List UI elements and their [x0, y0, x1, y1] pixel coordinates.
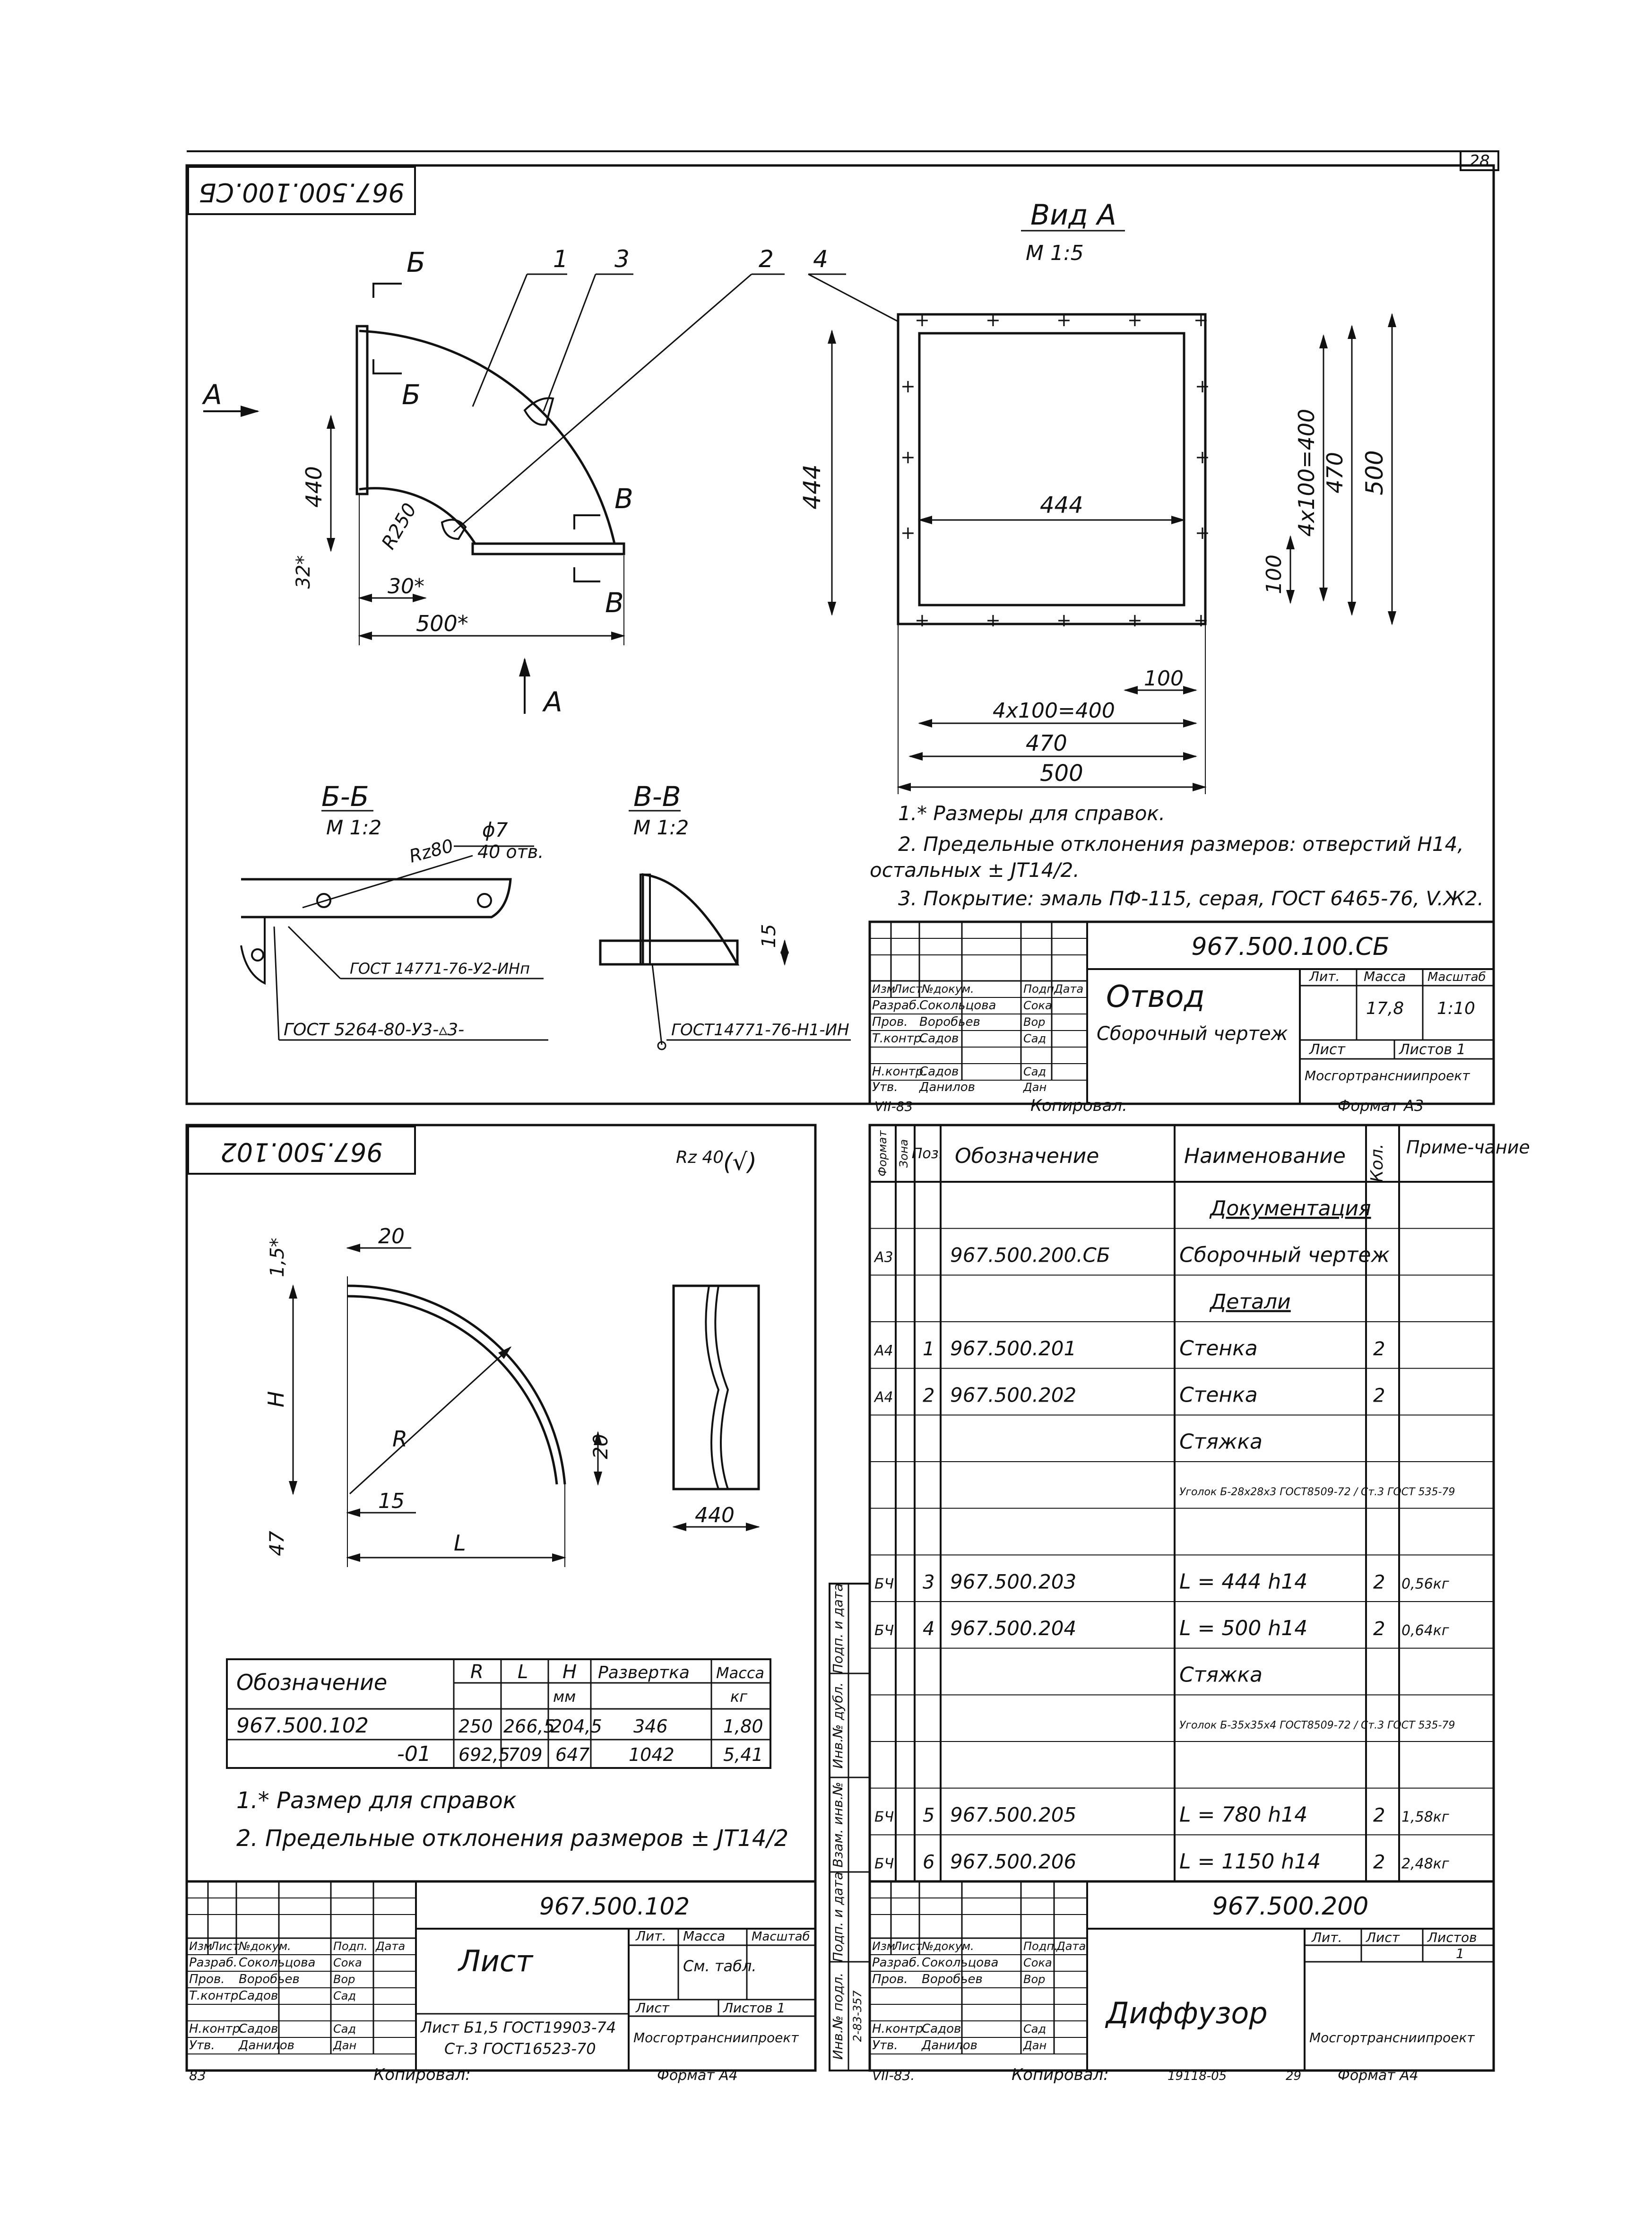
tb1-mass: 17,8 [1366, 999, 1404, 1018]
section-v-label-bottom: В [605, 587, 624, 619]
svg-text:Листов 1: Листов 1 [723, 2000, 786, 2016]
svg-text:Т.контр.: Т.контр. [872, 1031, 925, 1046]
svg-text:Данилов: Данилов [239, 2038, 294, 2053]
svg-text:№докум.: №докум. [922, 1940, 974, 1953]
spec-cell-pos: 4 [923, 1618, 935, 1640]
page-number: 28 [1469, 152, 1490, 171]
svg-text:L: L [454, 1530, 466, 1556]
tb2-name: Лист [458, 1944, 533, 1978]
dim-4x100-horiz: 4x100=400 [993, 699, 1115, 723]
spec-cell-pos: 6 [923, 1851, 935, 1873]
sheet-1-title-block [870, 922, 1494, 1115]
table-row: -01 [397, 1742, 431, 1766]
svg-text:5,41: 5,41 [723, 1744, 763, 1765]
svg-text:Дата: Дата [1054, 982, 1084, 996]
view-a-title: Вид А [1030, 199, 1116, 232]
svg-text:Взам. инв.№: Взам. инв.№ [830, 1782, 846, 1868]
elbow-main-view [201, 245, 898, 718]
spec-cell-des: 967.500.205 [950, 1803, 1077, 1827]
section-bb-holes: 40 отв. [477, 841, 544, 862]
tb1-subname: Сборочный чертеж [1097, 1023, 1288, 1045]
callout-1: 1 [553, 245, 568, 273]
svg-text:29: 29 [1286, 2069, 1302, 2083]
dim-444-vert: 444 [798, 464, 826, 510]
sheet-3-title-block [870, 1881, 1494, 2084]
elbow-weld-patch-2 [442, 520, 466, 539]
svg-text:Изм: Изм [872, 1940, 895, 1953]
sheet-2-note-2: 2. Предельные отклонения размеров ± JT14/2 [236, 1825, 789, 1852]
svg-text:Сад: Сад [1023, 1065, 1047, 1078]
svg-text:№докум.: №докум. [922, 982, 974, 996]
svg-text:Ст.3 ГОСТ16523-70: Ст.3 ГОСТ16523-70 [444, 2040, 596, 2058]
view-a-scale: М 1:5 [1026, 241, 1084, 265]
svg-text:250: 250 [458, 1716, 493, 1737]
table-row: 967.500.102 [236, 1714, 369, 1738]
svg-text:L: L [518, 1661, 528, 1683]
tb1-doc-code: 967.500.100.СБ [1191, 933, 1390, 961]
spec-cell-des: 967.500.201 [950, 1337, 1077, 1360]
spec-cell-name: Уголок Б-28x28x3 ГОСТ8509-72 / Ст.3 ГОСТ 535-79 [1179, 1486, 1455, 1499]
svg-text:Разраб.: Разраб. [189, 1956, 238, 1970]
spec-cell-fmt: БЧ [874, 1809, 894, 1826]
elbow-flange-bottom [473, 544, 624, 554]
svg-text:+: + [1195, 376, 1210, 397]
svg-text:Развертка: Развертка [598, 1663, 690, 1682]
sheet-arc-outer [347, 1286, 565, 1484]
spec-cell-note: 2,48кг [1401, 1855, 1449, 1872]
svg-text:+: + [1194, 610, 1209, 631]
svg-text:+: + [1194, 310, 1209, 330]
svg-text:692,5: 692,5 [458, 1744, 510, 1765]
section-b-mark-bottom [373, 359, 402, 373]
dim-500-vert: 500 [1361, 450, 1388, 495]
tb2-org: Мосгортрансниипроект [633, 2030, 799, 2045]
svg-text:Приме-чание: Приме-чание [1406, 1137, 1530, 1158]
flange-inner [919, 333, 1184, 605]
svg-text:20: 20 [589, 1434, 612, 1459]
sheet-2-note-1: 1.* Размер для справок [236, 1787, 517, 1814]
svg-text:Вор: Вор [1023, 1015, 1046, 1029]
svg-text:Лист: Лист [1366, 1930, 1400, 1945]
svg-text:+: + [1195, 447, 1210, 468]
section-bb-hole: ϕ7 [482, 818, 508, 841]
spec-cell-pos: 3 [923, 1571, 935, 1594]
callout-2: 2 [759, 245, 774, 273]
tb1-org: Мосгортрансниипроект [1305, 1068, 1470, 1083]
section-b-label-top: Б [407, 246, 425, 278]
section-vv [600, 780, 851, 1049]
dim-470-horiz: 470 [1026, 730, 1067, 756]
dim-100-horiz: 100 [1144, 667, 1184, 691]
spec-cell-name: Стенка [1179, 1336, 1258, 1361]
svg-text:H: H [562, 1661, 577, 1683]
svg-text:+: + [1056, 310, 1072, 330]
spec-cell-des: 967.500.204 [950, 1617, 1077, 1640]
spec-cell-qty: 2 [1373, 1804, 1385, 1827]
svg-text:Лист: Лист [1309, 1041, 1346, 1058]
dim-4x100-vert: 4x100=400 [1294, 408, 1319, 537]
spec-cell-fmt: БЧ [874, 1855, 894, 1872]
svg-text:Воробьев: Воробьев [919, 1015, 980, 1029]
svg-text:Зона: Зона [897, 1139, 910, 1168]
section-bb-scale: М 1:2 [326, 816, 382, 839]
tb1-scale: 1:10 [1437, 999, 1475, 1018]
arrow-a-left-label: А [203, 379, 222, 411]
spec-cell-note: 1,58кг [1401, 1809, 1449, 1826]
spec-cell-des: 967.500.206 [950, 1850, 1077, 1873]
svg-text:(√): (√) [723, 1148, 757, 1176]
svg-text:Утв.: Утв. [872, 1080, 898, 1094]
svg-text:Лист Б1,5 ГОСТ19903-74: Лист Б1,5 ГОСТ19903-74 [421, 2019, 616, 2036]
dim-30: 30* [388, 574, 424, 598]
sheet-1 [187, 165, 1494, 1115]
tb3-org: Мосгортрансниипроект [1309, 2030, 1475, 2045]
svg-text:Сад: Сад [333, 2022, 356, 2036]
sheet-3 [830, 1125, 1530, 2084]
elbow-flange-top [357, 326, 367, 494]
note-3: 3. Покрытие: эмаль ПФ-115, серая, ГОСТ 6465-76, V.Ж2. [898, 887, 1484, 910]
svg-text:Масштаб: Масштаб [1427, 970, 1486, 984]
svg-text:Формат А4: Формат А4 [657, 2067, 738, 2084]
section-vv-flange [600, 941, 737, 964]
svg-text:Лит.: Лит. [1312, 1930, 1342, 1945]
svg-text:2-83-357: 2-83-357 [851, 1990, 864, 2042]
spec-cell-des: 967.500.202 [950, 1383, 1077, 1407]
svg-text:кг: кг [730, 1688, 748, 1706]
svg-text:Лит.: Лит. [636, 1928, 666, 1944]
svg-text:Разраб.: Разраб. [872, 1956, 921, 1970]
svg-text:Масштаб: Масштаб [752, 1930, 810, 1944]
svg-text:83: 83 [189, 2068, 206, 2083]
sheet-arc-inner [347, 1296, 557, 1484]
svg-text:Сока: Сока [1023, 1956, 1052, 1969]
svg-text:Формат А4: Формат А4 [1338, 2067, 1418, 2084]
callout-4: 4 [813, 245, 828, 273]
dim-500-horiz: 500 [1040, 760, 1083, 787]
svg-text:266,5: 266,5 [503, 1716, 555, 1737]
svg-text:Вор: Вор [333, 1973, 355, 1986]
svg-text:Масса: Масса [1364, 969, 1406, 984]
elbow-weld-patch [525, 398, 553, 425]
svg-text:Подп. и дата: Подп. и дата [830, 1583, 846, 1674]
svg-text:Масса: Масса [683, 1928, 726, 1944]
svg-text:Формат А3: Формат А3 [1338, 1097, 1424, 1115]
svg-text:Пров.: Пров. [872, 1015, 908, 1029]
svg-text:VII-83: VII-83 [874, 1099, 913, 1114]
svg-text:R: R [470, 1661, 484, 1683]
section-bb-weld1: ГОСТ 14771-76-У2-ИНп [350, 960, 530, 978]
dim-32: 32* [293, 555, 314, 589]
svg-text:Данилов: Данилов [919, 1080, 975, 1094]
svg-text:Подп.: Подп. [333, 1940, 368, 1953]
tb3-doc-code: 967.500.200 [1212, 1892, 1369, 1921]
dim-440: 440 [301, 466, 327, 508]
svg-text:Воробьев: Воробьев [239, 1972, 300, 1986]
section-bb-title: Б-Б [321, 780, 369, 813]
svg-text:Сокольцова: Сокольцова [922, 1956, 999, 1970]
spec-cell-fmt: А3 [874, 1249, 893, 1266]
svg-text:Подп.: Подп. [1023, 1940, 1058, 1953]
svg-text:Лист: Лист [210, 1940, 239, 1953]
svg-text:Дан: Дан [1023, 2039, 1047, 2052]
svg-text:Сад: Сад [1023, 2022, 1047, 2036]
svg-text:+: + [986, 610, 1001, 631]
spec-cell-note: 0,56кг [1401, 1576, 1449, 1593]
arrow-a-bottom-label: А [544, 686, 562, 718]
svg-text:Н.контр.: Н.контр. [872, 1065, 927, 1079]
sheet-1-notes [870, 802, 1484, 910]
spec-cell-qty: 2 [1373, 1618, 1385, 1640]
tb1-name: Отвод [1106, 979, 1205, 1014]
svg-text:Листов 1: Листов 1 [1399, 1041, 1466, 1058]
spec-cell-name: L = 444 h14 [1179, 1569, 1308, 1594]
svg-text:Пров.: Пров. [872, 1972, 908, 1986]
svg-text:Копировал:: Копировал: [1012, 2065, 1109, 2084]
svg-text:Листов: Листов [1427, 1930, 1477, 1945]
svg-text:Формат: Формат [876, 1130, 889, 1177]
svg-text:709: 709 [508, 1744, 543, 1765]
svg-text:H: H [263, 1391, 289, 1408]
dim-100-vert: 100 [1262, 554, 1286, 594]
svg-text:Поз.: Поз. [911, 1145, 943, 1162]
svg-text:№докум.: №докум. [239, 1940, 291, 1953]
svg-text:Дан: Дан [333, 2039, 357, 2052]
tb2-doc-code: 967.500.102 [539, 1893, 690, 1920]
dim-444-horiz: 444 [1040, 492, 1083, 519]
flange-outer [898, 314, 1205, 624]
svg-text:Сад: Сад [1023, 1032, 1047, 1045]
spec-cell-qty: 2 [1373, 1385, 1385, 1407]
svg-text:Садов: Садов [239, 2022, 278, 2036]
spec-cell-pos: 1 [923, 1338, 935, 1360]
spec-cell-name: Стяжка [1179, 1430, 1263, 1454]
svg-text:Садов: Садов [239, 1989, 278, 2003]
svg-text:Лист: Лист [893, 1940, 922, 1953]
svg-text:Данилов: Данилов [922, 2038, 977, 2053]
svg-text:+: + [986, 310, 1001, 330]
section-b-label-bottom: Б [402, 379, 421, 411]
section-v-mark-bottom [574, 567, 600, 581]
svg-text:Садов: Садов [919, 1065, 959, 1079]
svg-text:+: + [900, 376, 916, 397]
svg-text:647: 647 [555, 1744, 590, 1765]
svg-text:Пров.: Пров. [189, 1972, 225, 1986]
dim-500-ref: 500* [416, 611, 468, 636]
svg-text:Лист: Лист [636, 2000, 669, 2016]
svg-text:Сока: Сока [333, 1956, 362, 1969]
spec-cell-pos: 5 [923, 1804, 935, 1827]
section-vv-title: В-В [633, 780, 681, 813]
section-bb [241, 780, 548, 1040]
svg-text:Подп. и дата: Подп. и дата [830, 1871, 846, 1962]
svg-text:440: 440 [695, 1503, 735, 1527]
svg-text:мм: мм [553, 1688, 576, 1706]
spec-cell-qty: 2 [1373, 1338, 1385, 1360]
svg-text:19118-05: 19118-05 [1168, 2069, 1227, 2083]
svg-text:47: 47 [265, 1531, 288, 1556]
svg-text:1042: 1042 [629, 1744, 675, 1765]
svg-text:+: + [900, 447, 916, 468]
spec-cell-des: 967.500.200.СБ [950, 1243, 1110, 1267]
section-b-mark-top [373, 284, 402, 298]
svg-text:Обозначение: Обозначение [955, 1144, 1099, 1168]
svg-text:1,80: 1,80 [723, 1716, 763, 1737]
svg-text:1: 1 [1456, 1946, 1464, 1961]
spec-cell-name: L = 1150 h14 [1179, 1849, 1321, 1874]
svg-text:204,5: 204,5 [551, 1716, 602, 1737]
spec-cell-pos: 2 [923, 1385, 935, 1407]
svg-text:Сад: Сад [333, 1989, 356, 2002]
section-vv-curve [643, 875, 737, 964]
section-v-mark-top [574, 515, 600, 529]
svg-text:Дата: Дата [1056, 1940, 1086, 1953]
spec-cell-fmt: А4 [874, 1389, 893, 1406]
svg-text:+: + [1195, 522, 1210, 543]
section-vv-dim15: 15 [758, 924, 780, 948]
svg-text:346: 346 [633, 1716, 668, 1737]
spec-cell-name: Документация [1210, 1196, 1371, 1221]
view-a [798, 199, 1392, 794]
svg-text:Инв.№ дубл.: Инв.№ дубл. [830, 1682, 846, 1769]
svg-text:+: + [900, 522, 916, 543]
spec-cell-name: Стенка [1179, 1383, 1258, 1407]
spec-cell-name: Уголок Б-35x35x4 ГОСТ8509-72 / Ст.3 ГОСТ 535-79 [1179, 1719, 1455, 1732]
spec-cell-fmt: БЧ [874, 1622, 894, 1639]
svg-text:+: + [1056, 610, 1072, 631]
svg-text:Подп.: Подп. [1023, 982, 1058, 996]
svg-text:Копировал:: Копировал: [373, 2065, 471, 2084]
svg-text:Вор: Вор [1023, 1973, 1046, 1986]
dim-r250: R250 [377, 499, 421, 553]
svg-text:Воробьев: Воробьев [922, 1972, 983, 1986]
svg-text:Разраб.: Разраб. [872, 998, 921, 1013]
svg-text:Лист: Лист [893, 982, 922, 996]
svg-text:Сока: Сока [1023, 999, 1052, 1012]
section-bb-weld2: ГОСТ 5264-80-У3-▵3- [284, 1020, 465, 1040]
svg-text:Н.контр.: Н.контр. [872, 2022, 927, 2036]
spec-cell-name: Детали [1210, 1290, 1291, 1314]
svg-text:+: + [915, 310, 930, 330]
svg-text:Дата: Дата [376, 1940, 406, 1953]
spec-cell-des: 967.500.203 [950, 1570, 1077, 1594]
svg-text:Изм: Изм [189, 1940, 212, 1953]
sheet-2-stamp-code: 967.500.102 [220, 1137, 383, 1167]
svg-text:Сокольцова: Сокольцова [239, 1956, 316, 1970]
section-bb-rz: Rz80 [407, 835, 456, 867]
svg-text:Инв.№ подл.: Инв.№ подл. [830, 1972, 846, 2060]
svg-text:Лит.: Лит. [1309, 969, 1340, 984]
callout-3: 3 [614, 245, 630, 273]
sheet-2-title-block [187, 1881, 815, 2084]
sheet-2-table [227, 1659, 770, 1768]
roughness-mark: Rz 40 [676, 1148, 724, 1167]
section-vv-weld: ГОСТ14771-76-Н1-ИН [671, 1021, 849, 1040]
svg-text:Дан: Дан [1023, 1081, 1047, 1094]
sheet-2 [187, 1125, 815, 2084]
svg-text:Т.контр.: Т.контр. [189, 1989, 242, 2003]
svg-text:Кол.: Кол. [1367, 1143, 1387, 1183]
svg-text:VII-83.: VII-83. [872, 2068, 915, 2083]
spec-cell-name: Стяжка [1179, 1663, 1263, 1687]
spec-cell-fmt: БЧ [874, 1576, 894, 1593]
spec-cell-note: 0,64кг [1401, 1622, 1449, 1639]
svg-text:20: 20 [378, 1224, 405, 1248]
spec-cell-qty: 2 [1373, 1851, 1385, 1873]
tb3-name: Диффузор [1106, 1996, 1268, 2030]
svg-text:Садов: Садов [919, 1031, 959, 1046]
svg-text:Масса: Масса [716, 1664, 765, 1682]
spec-cell-name: Сборочный чертеж [1179, 1243, 1390, 1267]
note-2b: остальных ± JT14/2. [870, 858, 1080, 882]
svg-text:Садов: Садов [922, 2022, 961, 2036]
section-vv-scale: М 1:2 [633, 816, 689, 839]
note-2: 2. Предельные отклонения размеров: отверстий Н14, [898, 832, 1464, 856]
svg-text:См. табл.: См. табл. [683, 1957, 757, 1975]
note-1: 1.* Размеры для справок. [898, 802, 1166, 825]
section-v-label-top: В [614, 483, 633, 515]
spec-cell-name: L = 780 h14 [1179, 1802, 1308, 1827]
sheet-1-stamp-code: 967.500.100.СБ [199, 177, 405, 208]
svg-text:+: + [915, 610, 930, 631]
spec-cell-fmt: А4 [874, 1343, 893, 1360]
bolt-holes [900, 310, 1210, 631]
svg-text:Утв.: Утв. [872, 2038, 898, 2053]
svg-text:+: + [1127, 610, 1142, 631]
svg-text:Сокольцова: Сокольцова [919, 998, 996, 1013]
svg-text:Утв.: Утв. [189, 2038, 215, 2053]
svg-text:1,5*: 1,5* [267, 1238, 288, 1277]
svg-text:R: R [392, 1426, 407, 1452]
svg-text:Обозначение: Обозначение [236, 1670, 388, 1695]
svg-text:Изм: Изм [872, 982, 895, 996]
svg-text:Копировал:: Копировал: [1030, 1096, 1128, 1115]
svg-text:Н.контр.: Н.контр. [189, 2022, 244, 2036]
svg-text:15: 15 [378, 1489, 405, 1513]
dim-470-vert: 470 [1322, 452, 1348, 494]
svg-text:+: + [1127, 310, 1142, 330]
spec-cell-qty: 2 [1373, 1571, 1385, 1594]
svg-text:Наименование: Наименование [1184, 1144, 1346, 1168]
spec-table [870, 1125, 1530, 1881]
spec-cell-name: L = 500 h14 [1179, 1616, 1308, 1641]
